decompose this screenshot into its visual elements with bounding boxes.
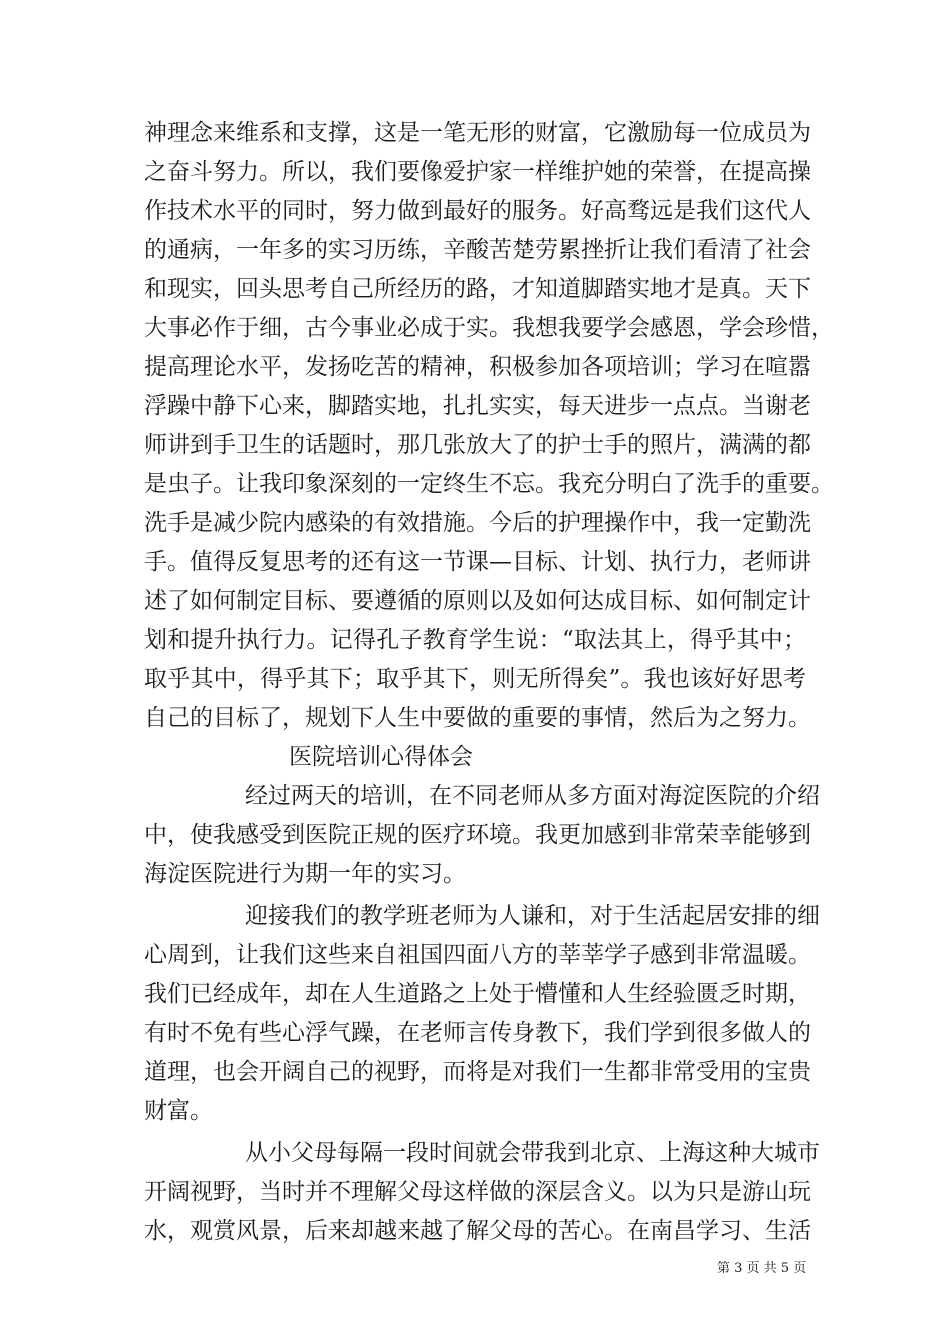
paragraph-line: 是虫子。让我印象深刻的一定终生不忘。我充分明白了洗手的重要。 — [144, 471, 834, 497]
paragraph-line: 的通病，一年多的实习历练，辛酸苦楚劳累挫折让我们看清了社会 — [144, 237, 811, 263]
paragraph-line: 心周到，让我们这些来自祖国四面八方的莘莘学子感到非常温暖。 — [144, 942, 811, 968]
paragraph-line: 提高理论水平，发扬吃苦的精神，积极参加各项培训；学习在喧嚣 — [144, 354, 811, 380]
paragraph-line: 划和提升执行力。记得孔子教育学生说：“取法其上，得乎其中； — [144, 627, 806, 653]
paragraph-line: 迎接我们的教学班老师为人谦和，对于生活起居安排的细 — [245, 903, 820, 929]
paragraph-line: 神理念来维系和支撑，这是一笔无形的财富，它激励每一位成员为 — [144, 120, 811, 146]
paragraph-line: 和现实，回头思考自己所经历的路，才知道脚踏实地才是真。天下 — [144, 276, 811, 302]
paragraph-line: 我们已经成年，却在人生道路之上处于懵懂和人生经验匮乏时期， — [144, 981, 811, 1007]
paragraph-line: 师讲到手卫生的话题时，那几张放大了的护士手的照片，满满的都 — [144, 432, 811, 458]
paragraph-line: 有时不免有些心浮气躁，在老师言传身教下，我们学到很多做人的 — [144, 1020, 811, 1046]
paragraph-line: 之奋斗努力。所以，我们要像爱护家一样维护她的荣誉，在提高操 — [144, 159, 811, 185]
paragraph-line: 海淀医院进行为期一年的实习。 — [144, 861, 466, 887]
paragraph-line: 取乎其中，得乎其下；取乎其下，则无所得矣”。我也该好好思考 — [144, 666, 806, 692]
paragraph-line: 开阔视野，当时并不理解父母这样做的深层含义。以为只是游山玩 — [144, 1179, 811, 1205]
paragraph-line: 自己的目标了，规划下人生中要做的重要的事情，然后为之努力。 — [144, 705, 811, 731]
paragraph-line: 大事必作于细，古今事业必成于实。我想我要学会感恩，学会珍惜， — [144, 315, 834, 341]
paragraph-line: 水，观赏风景，后来却越来越了解父母的苦心。在南昌学习、生活 — [144, 1218, 811, 1244]
paragraph-line: 浮躁中静下心来，脚踏实地，扎扎实实，每天进步一点点。当谢老 — [144, 393, 811, 419]
paragraph-line: 从小父母每隔一段时间就会带我到北京、上海这种大城市 — [245, 1140, 820, 1166]
paragraph-line: 作技术水平的同时，努力做到最好的服务。好高骛远是我们这代人 — [144, 198, 811, 224]
paragraph-line: 财富。 — [144, 1098, 213, 1124]
paragraph-line: 经过两天的培训，在不同老师从多方面对海淀医院的介绍 — [245, 783, 820, 809]
paragraph-line: 中，使我感受到医院正规的医疗环境。我更加感到非常荣幸能够到 — [144, 822, 811, 848]
paragraph-line: 洗手是减少院内感染的有效措施。今后的护理操作中，我一定勤洗 — [144, 510, 811, 536]
paragraph-line: 述了如何制定目标、要遵循的原则以及如何达成目标、如何制定计 — [144, 588, 811, 614]
paragraph-line: 道理，也会开阔自己的视野，而将是对我们一生都非常受用的宝贵 — [144, 1059, 811, 1085]
section-title: 医院培训心得体会 — [289, 744, 473, 770]
page-number: 第 3 页 共 5 页 — [717, 1261, 807, 1276]
paragraph-line: 手。值得反复思考的还有这一节课—目标、计划、执行力，老师讲 — [144, 549, 811, 575]
